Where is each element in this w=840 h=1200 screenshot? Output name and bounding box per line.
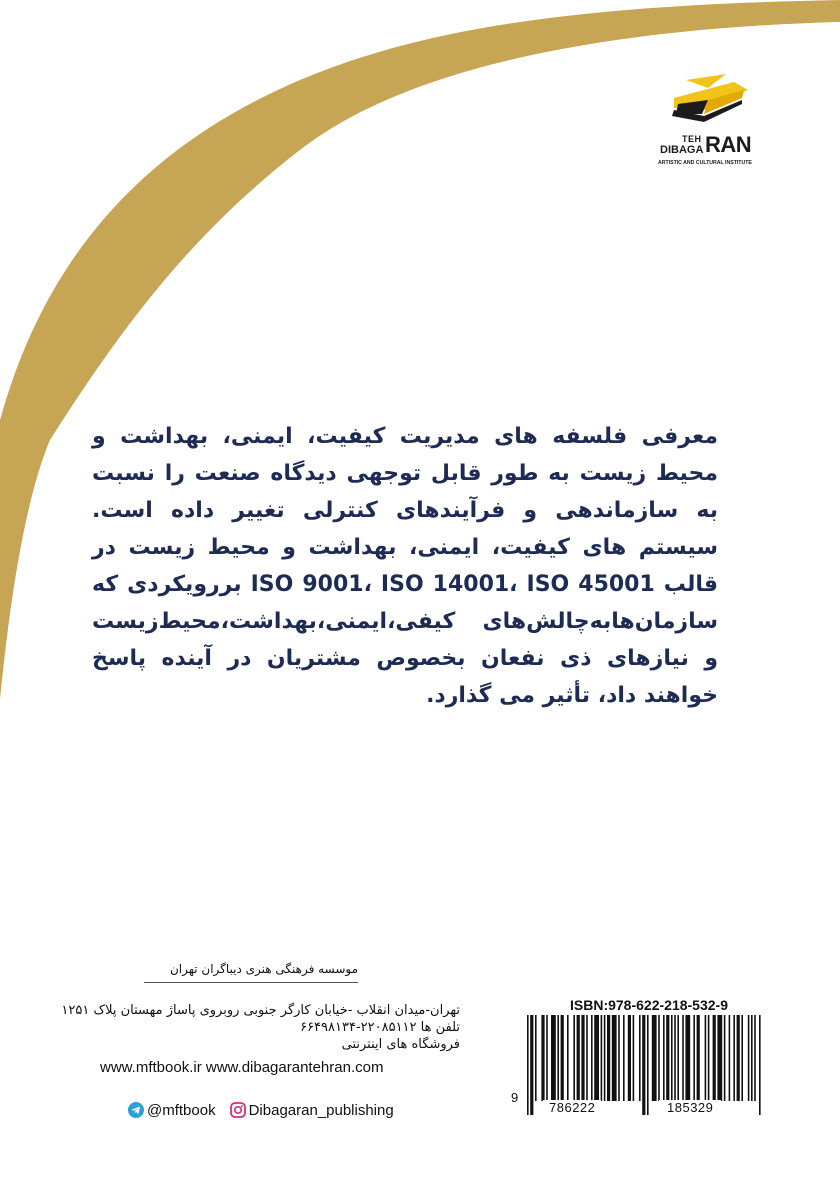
barcode-bar [724, 1015, 726, 1101]
logo-ran-text: RAN [705, 132, 752, 157]
barcode-bar [541, 1015, 544, 1101]
barcode-bar [642, 1015, 645, 1115]
barcode-bar [561, 1015, 564, 1101]
barcode-bar [551, 1015, 556, 1101]
publisher-phone: تلفن ها ۲۲۰۸۵۱۱۲-۶۶۴۹۸۱۳۴ [300, 1020, 460, 1035]
barcode-bar [671, 1015, 673, 1101]
barcode-bar [573, 1015, 575, 1101]
publisher-logo [656, 70, 756, 180]
barcode-bar [666, 1015, 669, 1101]
instagram-icon [230, 1102, 246, 1118]
barcode-bar [581, 1015, 584, 1101]
publisher-name: موسسه فرهنگی هنری دیباگران تهران [144, 962, 358, 983]
logo-teh-text: TEH [682, 134, 702, 144]
barcode-bar [713, 1015, 716, 1101]
logo-subtitle: ARTISTIC AND CULTURAL INSTITUTE [658, 160, 752, 166]
barcode-bar [708, 1015, 710, 1101]
publisher-address: تهران-میدان انقلاب -خیابان کارگر جنوبی روبروی پاساژ مهستان پلاک ۱۲۵۱ [61, 1003, 460, 1018]
barcode-bar [751, 1015, 753, 1101]
barcode-bar [754, 1015, 756, 1101]
isbn-barcode [511, 1015, 765, 1119]
barcode-bar [693, 1015, 695, 1101]
barcode-bar [604, 1015, 606, 1101]
barcode-bar [729, 1015, 731, 1101]
barcode-bar [759, 1015, 761, 1115]
barcode-bar [535, 1015, 537, 1101]
barcode-bar [717, 1015, 722, 1101]
barcode-bar [639, 1015, 641, 1101]
barcode-left-digits: 786222 [543, 1100, 601, 1115]
barcode-bar [557, 1015, 559, 1101]
telegram-icon [128, 1102, 144, 1118]
barcode-bar [705, 1015, 707, 1101]
barcode-bar [530, 1015, 533, 1115]
barcode-bar [633, 1015, 635, 1101]
barcode-bar [546, 1015, 548, 1101]
barcode-bar [594, 1015, 599, 1101]
barcode-bar [677, 1015, 679, 1101]
barcode-bar [577, 1015, 580, 1101]
barcode-bar [647, 1015, 649, 1115]
barcode-bar [658, 1015, 660, 1101]
book-description: معرفی فلسفه های مدیریت کیفیت، ایمنی، بهداشت و محیط زیست به طور قابل توجهی دیدگاه صنعت را نسبت به سازماندهی و فرآیندهای کنترلی تغییر داده است. سیستم های کیفیت، ایمنی، بهداشت و محیط زیست در قالب ISO 9001، ISO 14001، ISO 45001 بررویکردی که سازمان‌هابه‌چالش‌های کیفی،ایمنی،بهداشت،محیط‌زیست و نیازهای ذی نفعان بخصوص مشتریان در آینده پاسخ خواهند داد، تأثیر می گذارد. [92, 424, 719, 708]
barcode-bar [591, 1015, 593, 1101]
social-links [128, 1099, 394, 1121]
barcode-bar [652, 1015, 657, 1101]
barcode-bar [527, 1015, 529, 1115]
barcode-bar [618, 1015, 620, 1101]
barcode-bar [623, 1015, 625, 1101]
barcode-bar [682, 1015, 684, 1101]
instagram-handle[interactable]: Dibagaran_publishing [248, 1101, 394, 1119]
barcode-bar [607, 1015, 610, 1101]
barcode-bar [748, 1015, 750, 1101]
barcode-bar [586, 1015, 588, 1101]
isbn-label: ISBN:978-622-218-532-9 [570, 997, 728, 1013]
publisher-contact-block [40, 1002, 460, 1053]
website-links[interactable]: www.mftbook.ir www.dibagarantehran.com [100, 1059, 384, 1076]
online-stores-label: فروشگاه های اینترنتی [341, 1037, 460, 1052]
barcode-bar [663, 1015, 665, 1101]
barcode-bar [741, 1015, 743, 1101]
barcode-lead-digit: 9 [511, 1090, 519, 1105]
barcode-bar [567, 1015, 569, 1101]
barcode-right-digits: 185329 [659, 1100, 721, 1115]
logo-wordmark [656, 134, 756, 160]
barcode-bar [697, 1015, 700, 1101]
barcode-bar [601, 1015, 603, 1101]
barcode-bar [628, 1015, 631, 1101]
barcode-bar [612, 1015, 617, 1101]
logo-dibaga-text: DIBAGA [660, 144, 704, 156]
barcode-bar [737, 1015, 740, 1101]
barcode-bar [685, 1015, 690, 1101]
dibagaran-book-logo-icon [664, 70, 754, 130]
barcode-bar [733, 1015, 735, 1101]
telegram-handle[interactable]: @mftbook [147, 1101, 216, 1119]
barcode-bar [674, 1015, 676, 1101]
